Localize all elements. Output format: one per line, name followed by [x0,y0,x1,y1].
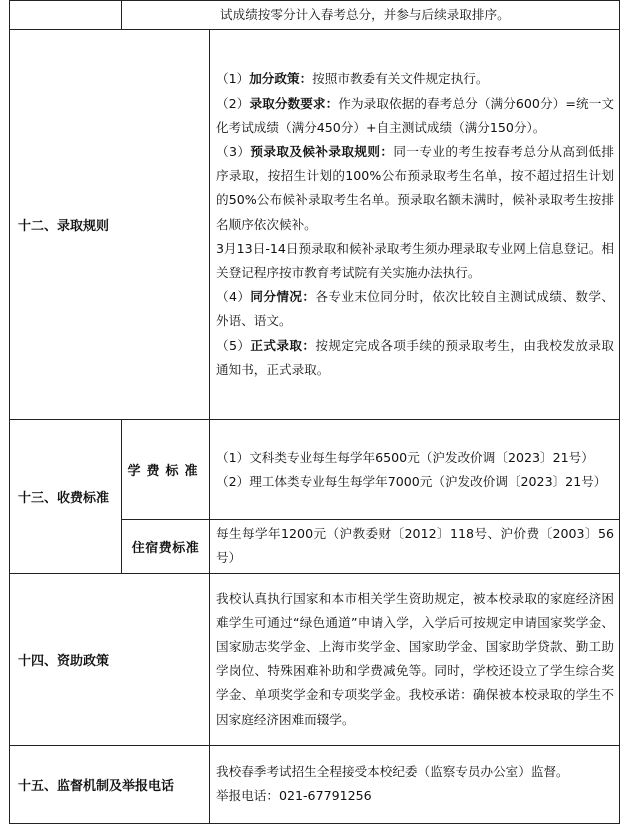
dorm-fee-label: 住宿费标准 [122,520,210,573]
rule-item: 3月13日-14日预录取和候补录取考生须办理录取专业网上信息登记。相关登记程序按市教育考试院有关实施办法执行。 [216,240,614,280]
tuition-item: （1）文科类专业每生每学年6500元（沪发改价调〔2023〕21号） [216,449,594,465]
fees-heading: 十三、收费标准 [10,420,122,573]
dorm-fee-content [210,520,620,573]
financial-aid-text: 我校认真执行国家和本市相关学生资助规定，被本校录取的家庭经济困难学生可通过“绿色通道”申请入学，入学后可按规定申请国家奖学金、国家励志奖学金、上海市奖学金、国家助学金、国家助学贷款、勤工助学岗位、特殊困难补助和学费减免等。同时，学校还设立了学生综合奖学金、单项奖学金和专项奖学金。我校承诺：确保被本校录取的学生不因家庭经济困难而辍学。 [216,590,614,727]
admission-rules-table [9,0,620,824]
tuition-content [210,420,620,520]
rule-item: （3）预录取及候补录取规则：同一专业的考生按春考总分从高到低排序录取，按招生计划的100%公布预录取考生名单，按不超过招生计划的50%公布候补录取考生名单。预录取名额未满时，候补录取考生按排名顺序依次候补。 [216,143,615,232]
dorm-fee-text: 每生每学年1200元（沪教委财〔2012〕118号、沪价费〔2003〕56号） [216,526,614,566]
admission-rules-heading: 十二、录取规则 [10,30,210,420]
continuation-cell [122,1,620,30]
continuation-text: 试成绩按零分计入春考总分，并参与后续录取排序。 [220,7,510,22]
continuation-row [10,1,620,30]
supervision-text: 我校春季考试招生全程接受本校纪委（监察专员办公室）监督。 [216,763,569,779]
supervision-content [210,745,620,823]
row-fees-tuition [10,420,620,520]
row-financial-aid [10,573,620,745]
supervision-heading: 十五、监督机制及举报电话 [10,745,210,823]
row-supervision [10,745,620,823]
rule-item: （4）同分情况：各专业末位同分时，依次比较自主测试成绩、数学、外语、语文。 [216,289,615,329]
rule-item: （1）加分政策：按照市教委有关文件规定执行。 [216,71,489,87]
tuition-item: （2）理工体类专业每生每学年7000元（沪发改价调〔2023〕21号） [216,473,607,489]
financial-aid-content [210,573,620,745]
financial-aid-heading: 十四、资助政策 [10,573,210,745]
rule-item: （2）录取分数要求：作为录取依据的春考总分（满分600分）=统一文化考试成绩（满分450分）+自主测试成绩（满分150分）。 [216,95,615,135]
tuition-label: 学费标准 [122,420,210,520]
row-admission-rules [10,30,620,420]
report-phone: 举报电话：021-67791256 [216,788,372,804]
admission-rules-content [210,30,620,420]
rule-item: （5）正式录取：按规定完成各项手续的预录取考生，由我校发放录取通知书，正式录取。 [216,337,615,377]
